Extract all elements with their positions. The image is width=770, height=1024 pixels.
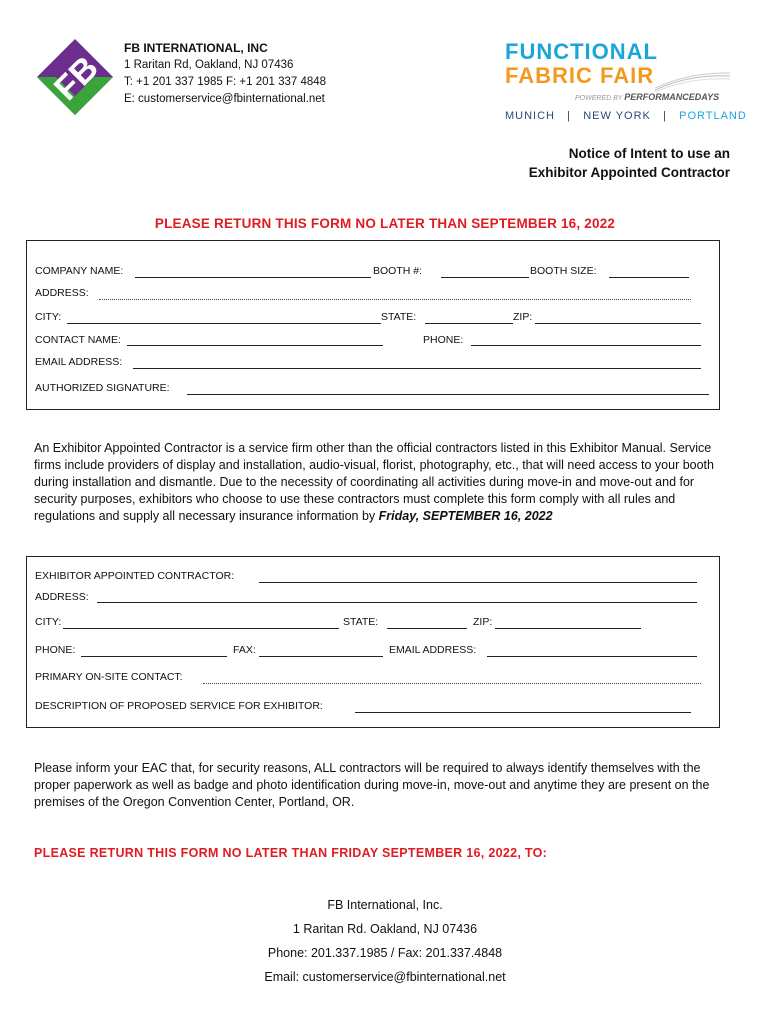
- city-label: CITY:: [35, 311, 62, 323]
- powered-by-brand: PERFORMANCEDAYS: [624, 92, 720, 102]
- eac-address-label: ADDRESS:: [35, 591, 89, 603]
- onsite-contact-label: PRIMARY ON-SITE CONTACT:: [35, 671, 183, 683]
- company-name: FB INTERNATIONAL, INC: [124, 41, 268, 55]
- return-to-warning: PLEASE RETURN THIS FORM NO LATER THAN FRIDAY SEPTEMBER 16, 2022, TO:: [34, 846, 548, 860]
- eac-fax-label: FAX:: [233, 644, 256, 656]
- signature-field[interactable]: [187, 394, 709, 395]
- service-description-label: DESCRIPTION OF PROPOSED SERVICE FOR EXHIBITOR:: [35, 700, 323, 712]
- functional-fabric-fair-logo: [505, 39, 747, 130]
- eac-email-label: EMAIL ADDRESS:: [389, 644, 477, 656]
- fff-cities: [505, 110, 747, 122]
- eac-zip-label: ZIP:: [473, 616, 493, 628]
- phone-field[interactable]: [471, 345, 701, 346]
- fb-logo: [36, 38, 114, 116]
- state-label: STATE:: [381, 311, 417, 323]
- eac-address-field[interactable]: [97, 602, 697, 603]
- eac-deadline: Friday, SEPTEMBER 16, 2022: [378, 509, 553, 523]
- notice-title: [529, 144, 730, 182]
- eac-description-paragraph: [34, 440, 734, 525]
- company-name-label: COMPANY NAME:: [35, 265, 124, 277]
- booth-number-label: BOOTH #:: [373, 265, 423, 277]
- city-new-york: NEW YORK: [583, 110, 651, 122]
- address-label: ADDRESS:: [35, 287, 89, 299]
- company-email: E: customerservice@fbinternational.net: [124, 93, 325, 105]
- company-address: 1 Raritan Rd, Oakland, NJ 07436: [124, 59, 294, 71]
- onsite-contact-field[interactable]: [203, 683, 701, 684]
- city-munich: MUNICH: [505, 110, 555, 122]
- powered-by-label: POWERED BY: [575, 95, 623, 102]
- notice-title-line2: Exhibitor Appointed Contractor: [528, 165, 730, 180]
- zip-field[interactable]: [535, 323, 701, 324]
- address-field[interactable]: [99, 299, 691, 300]
- eac-phone-field[interactable]: [81, 656, 227, 657]
- fff-logo-swoosh-icon: [655, 70, 730, 92]
- fb-logo-text: FB: [46, 48, 106, 108]
- eac-city-field[interactable]: [63, 628, 339, 629]
- booth-size-label: BOOTH SIZE:: [530, 265, 597, 277]
- booth-size-field[interactable]: [609, 277, 689, 278]
- return-address-street: 1 Raritan Rd. Oakland, NJ 07436: [292, 922, 478, 936]
- eac-label: EXHIBITOR APPOINTED CONTRACTOR:: [35, 570, 235, 582]
- eac-state-label: STATE:: [343, 616, 379, 628]
- phone-label: PHONE:: [423, 334, 464, 346]
- contractor-info-box: [26, 556, 720, 728]
- fff-logo-line1: FUNCTIONAL: [505, 39, 658, 64]
- zip-label: ZIP:: [513, 311, 533, 323]
- eac-phone-label: PHONE:: [35, 644, 76, 656]
- eac-state-field[interactable]: [387, 628, 467, 629]
- eac-field[interactable]: [259, 582, 697, 583]
- fff-logo-line2: FABRIC FAIR: [505, 63, 655, 88]
- email-field[interactable]: [133, 368, 701, 369]
- company-info: [124, 40, 326, 108]
- company-name-field[interactable]: [135, 277, 371, 278]
- return-address-email: Email: customerservice@fbinternational.net: [264, 970, 506, 984]
- state-field[interactable]: [425, 323, 513, 324]
- eac-city-label: CITY:: [35, 616, 62, 628]
- exhibitor-info-box: [26, 240, 720, 410]
- fff-powered-by: [575, 92, 719, 102]
- signature-label: AUTHORIZED SIGNATURE:: [35, 382, 170, 394]
- return-address-name: FB International, Inc.: [327, 898, 443, 912]
- return-deadline-warning: PLEASE RETURN THIS FORM NO LATER THAN SEPTEMBER 16, 2022: [154, 216, 616, 231]
- return-address-phone-fax: Phone: 201.337.1985 / Fax: 201.337.4848: [267, 946, 503, 960]
- city-separator: |: [663, 110, 667, 122]
- contact-name-label: CONTACT NAME:: [35, 334, 121, 346]
- eac-email-field[interactable]: [487, 656, 697, 657]
- city-separator: |: [567, 110, 572, 122]
- security-paragraph: Please inform your EAC that, for security reasons, ALL contractors will be required to always identify themselves with the proper paperwork as well as badge and photo identification during move-in, move-out and anytime they are present on the premises of the Oregon Convention Center, Portland, OR.: [34, 761, 710, 809]
- city-portland: PORTLAND: [679, 110, 747, 122]
- email-label: EMAIL ADDRESS:: [35, 356, 123, 368]
- company-phone-fax: T: +1 201 337 1985 F: +1 201 337 4848: [124, 76, 327, 88]
- eac-zip-field[interactable]: [495, 628, 641, 629]
- return-address: [0, 893, 770, 989]
- service-description-field[interactable]: [355, 712, 691, 713]
- contact-name-field[interactable]: [127, 345, 383, 346]
- eac-fax-field[interactable]: [259, 656, 383, 657]
- eac-description-text: An Exhibitor Appointed Contractor is a service firm other than the official contractors listed in this Exhibitor Manual. Service firms include providers of display and installation, audio-visual, florist, photography, etc., that will need access to your booth during installation and dismantle. Due to the necessity of coordinating all activities during move-in and move-out and for security purposes, exhibitors who choose to use these contractors must complete this form comply with all rules and regulations and supply all necessary insurance information by: [34, 441, 714, 523]
- booth-number-field[interactable]: [441, 277, 529, 278]
- city-field[interactable]: [67, 323, 381, 324]
- notice-title-line1: Notice of Intent to use an: [568, 146, 730, 161]
